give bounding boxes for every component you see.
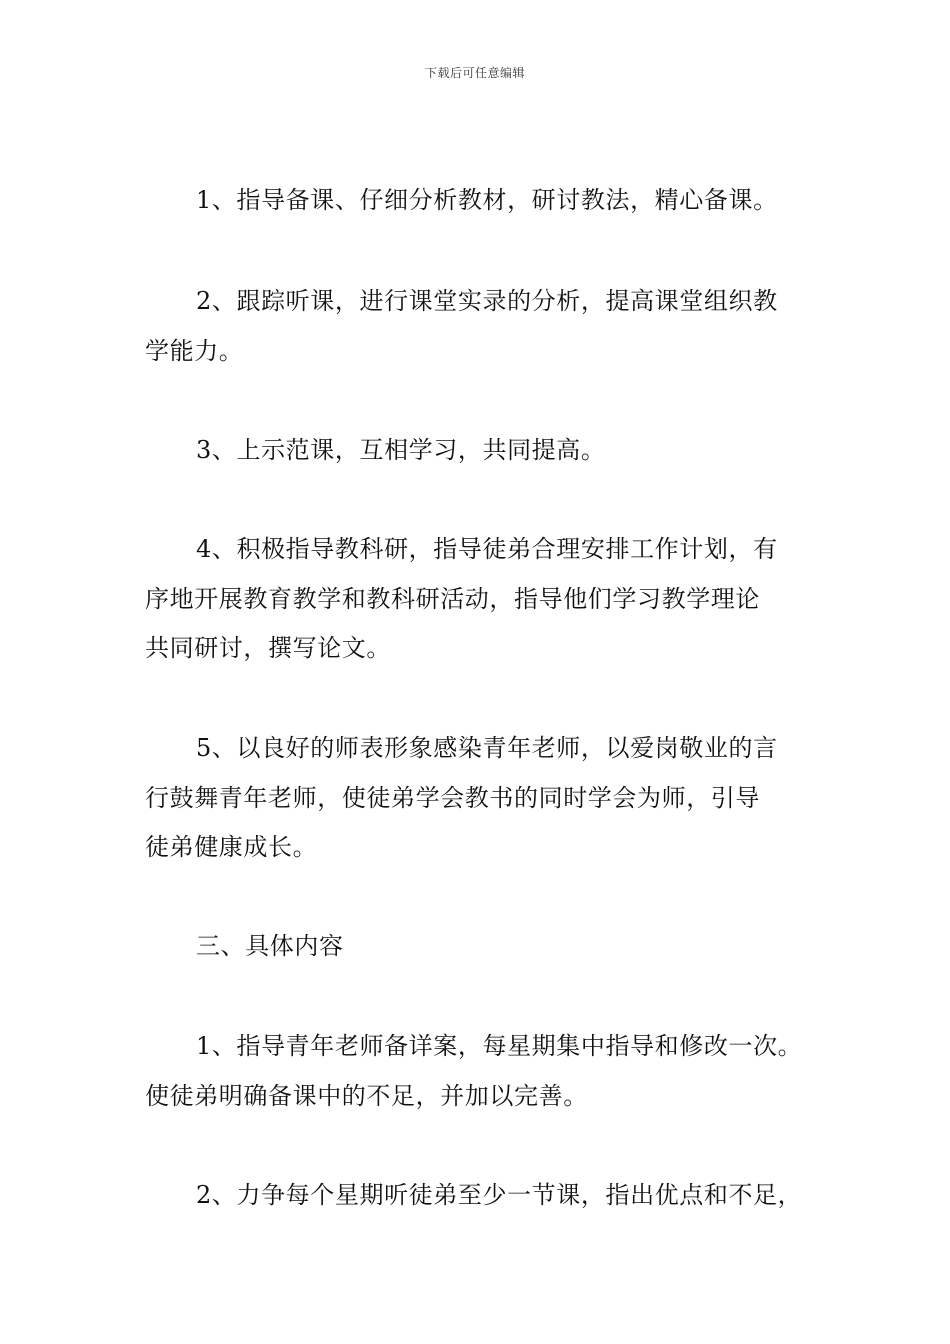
- section-heading: 三、具体内容: [196, 932, 344, 960]
- page-header: 下载后可任意编辑: [424, 66, 525, 80]
- paragraph-line: 徒弟健康成长。: [145, 833, 318, 861]
- paragraph-line: 1、指导青年老师备详案，每星期集中指导和修改一次。: [196, 1032, 803, 1060]
- paragraph-line: 1、指导备课、仔细分析教材，研讨教法，精心备课。: [196, 186, 778, 214]
- paragraph-line: 5、以良好的师表形象感染青年老师，以爱岗敬业的言: [196, 734, 778, 762]
- paragraph-line: 共同研讨，撰写论文。: [145, 634, 391, 662]
- paragraph-line: 使徒弟明确备课中的不足，并加以完善。: [145, 1082, 588, 1110]
- paragraph-line: 2、跟踪听课，进行课堂实录的分析，提高课堂组织教: [196, 287, 778, 315]
- paragraph-line: 行鼓舞青年老师，使徒弟学会教书的同时学会为师，引导: [145, 784, 760, 812]
- paragraph-line: 序地开展教育教学和教科研活动，指导他们学习教学理论: [145, 585, 760, 613]
- paragraph-line: 4、积极指导教科研，指导徒弟合理安排工作计划，有: [196, 535, 778, 563]
- paragraph-line: 学能力。: [145, 337, 244, 365]
- paragraph-line: 3、上示范课，互相学习，共同提高。: [196, 436, 606, 464]
- paragraph-line: 2、力争每个星期听徒弟至少一节课，指出优点和不足，: [196, 1181, 803, 1209]
